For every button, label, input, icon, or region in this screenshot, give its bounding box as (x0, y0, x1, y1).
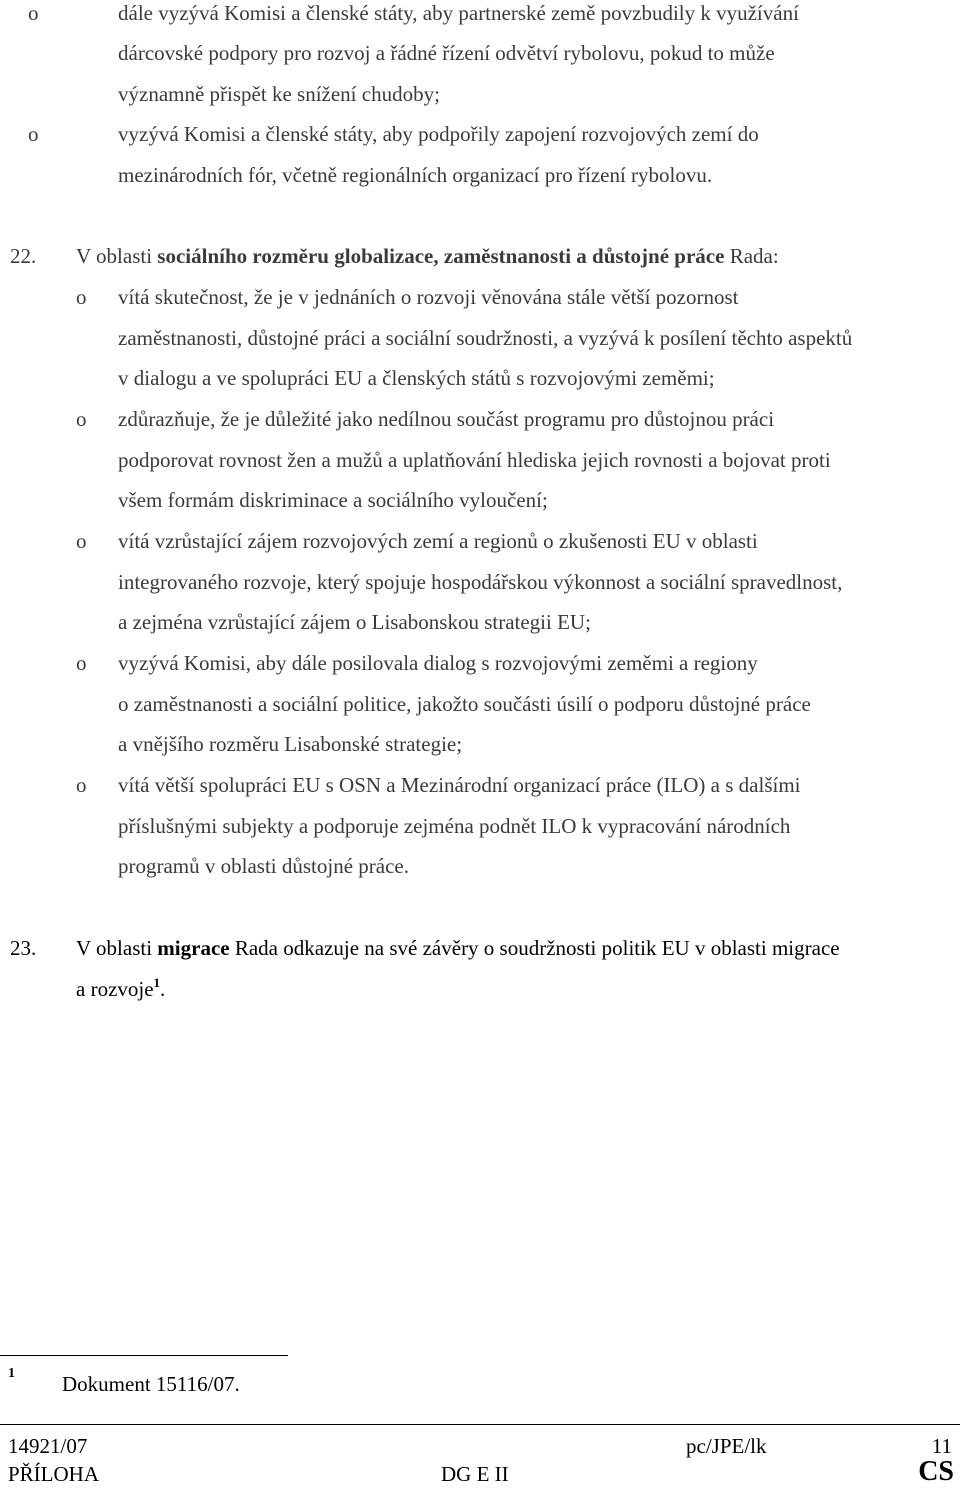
text-line: o zaměstnanosti a sociální politice, jakožto součásti úsilí o podporu důstojné práce (118, 692, 811, 716)
footer-separator (0, 1424, 960, 1425)
text-line: všem formám diskriminace a sociálního vyloučení; (118, 488, 548, 512)
text-line: vyzývá Komisi, aby dále posilovala dialog s rozvojovými zeměmi a regiony (118, 651, 758, 675)
text-line: dále vyzývá Komisi a členské státy, aby partnerské země povzbudily k využívání (118, 1, 799, 25)
bullet-marker: o (76, 285, 87, 309)
bullet-marker: o (76, 529, 87, 553)
annex-label: PŘÍLOHA (8, 1462, 100, 1486)
bullet-marker: o (28, 1, 39, 25)
page-number: 11 (931, 1434, 952, 1458)
footnote-text: Dokument 15116/07. (62, 1372, 240, 1396)
bullet-marker: o (28, 122, 39, 146)
text-line: vítá větší spolupráci EU s OSN a Mezinárodní organizací práce (ILO) a s dalšími (118, 773, 801, 797)
paragraph-line: a rozvoje$^1$. (76, 975, 166, 1001)
footnote-mark: 1 (8, 1366, 15, 1381)
migration-bold-topic: migrace (157, 936, 230, 960)
language-code: CS (918, 1456, 954, 1487)
text-line: příslušnými subjekty a podporuje zejména podnět ILO k vypracování národních (118, 814, 791, 838)
reference-code: pc/JPE/lk (686, 1434, 767, 1458)
text-line: zaměstnanosti, důstojné práci a sociální soudržnosti, a vyzývá k posílení těchto aspektů (118, 326, 853, 350)
paragraph-intro: V oblasti sociálního rozměru globalizace, zaměstnanosti a důstojné práce Rada: (76, 244, 779, 268)
footnote-reference[interactable]: 1 (153, 975, 161, 990)
text-line: dárcovské podpory pro rozvoj a řádné řízení odvětví rybolovu, pokud to může (118, 41, 775, 65)
bullet-marker: o (76, 407, 87, 431)
text-line: zdůrazňuje, že je důležité jako nedílnou součást programu pro důstojnou práci (118, 407, 775, 431)
text-line: vyzývá Komisi a členské státy, aby podpořily zapojení rozvojových zemí do (118, 122, 759, 146)
bullet-marker: o (76, 651, 87, 675)
document-number: 14921/07 (8, 1434, 88, 1458)
text-line: programů v oblasti důstojné práce. (118, 854, 410, 878)
text-line: v dialogu a ve spolupráci EU a členských států s rozvojovými zeměmi; (118, 366, 715, 390)
bullet-marker: o (76, 773, 87, 797)
paragraph-number: 22. (10, 244, 37, 268)
text-line: vítá vzrůstající zájem rozvojových zemí a regionů o zkušenosti EU v oblasti (118, 529, 758, 553)
text-line: podporovat rovnost žen a mužů a uplatňování hlediska jejich rovnosti a bojovat proti (118, 448, 831, 472)
text-line: a zejména vzrůstající zájem o Lisabonskou strategii EU; (118, 610, 591, 634)
text-line: mezinárodních fór, včetně regionálních organizací pro řízení rybolovu. (118, 163, 713, 187)
paragraph-line: V oblasti migrace Rada odkazuje na své závěry o soudržnosti politik EU v oblasti migrace (76, 936, 840, 960)
intro-bold-topic: sociálního rozměru globalizace, zaměstnanosti a důstojné práce (157, 244, 725, 268)
directorate-label: DG E II (441, 1462, 509, 1486)
text-line: a vnějšího rozměru Lisabonské strategie; (118, 732, 463, 756)
text-line: integrovaného rozvoje, který spojuje hospodářskou výkonnost a sociální spravedlnost, (118, 570, 843, 594)
footnote-separator (0, 1355, 288, 1356)
text-line: vítá skutečnost, že je v jednáních o rozvoji věnována stále větší pozornost (118, 285, 739, 309)
text-line: významně přispět ke snížení chudoby; (118, 82, 440, 106)
paragraph-number: 23. (10, 936, 37, 960)
